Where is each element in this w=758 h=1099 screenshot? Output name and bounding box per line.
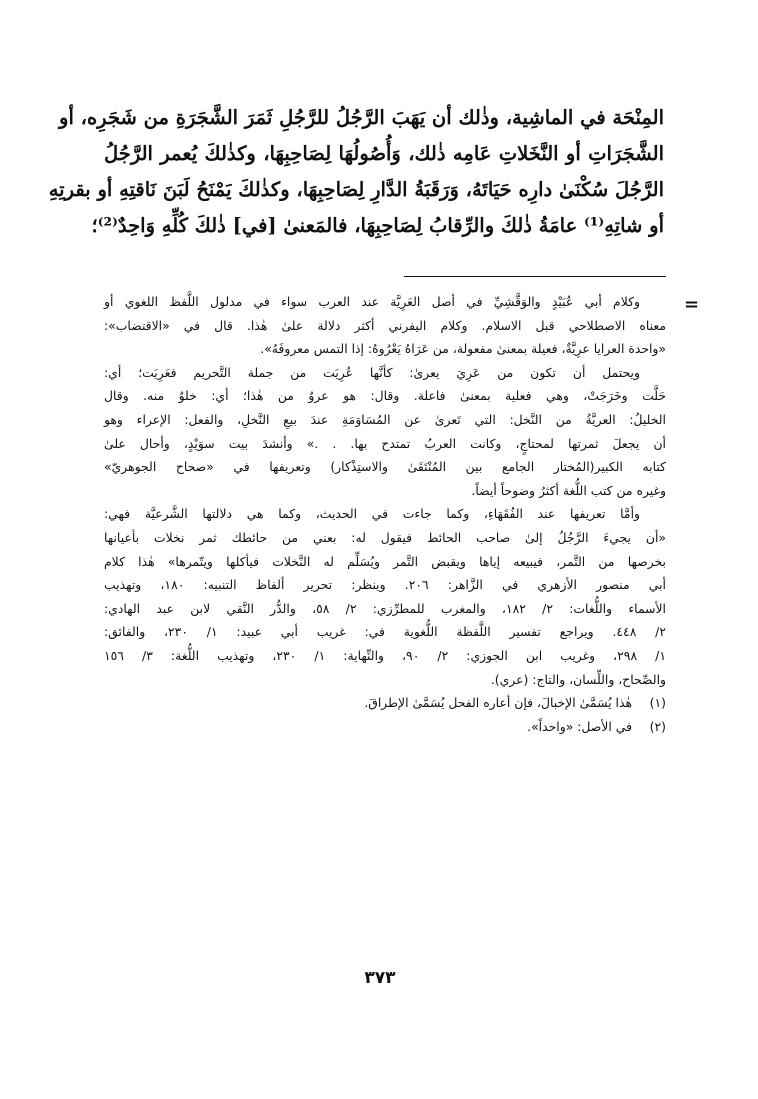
note-line: وغيره من كتب اللُّغة أكثرُ وضوحاً أيضاً.: [471, 482, 666, 498]
main-text-line: الرَّجُلَ سُكْنَىٰ دارِه حَيَاتَهُ، وَرَقَبَةُ الدَّارِ لِصَاحِبِهَا، وكذٰلكَ يَمْنَحُ لَبَنَ نَاقتِهِ أو بقرتِهِ: [48, 178, 664, 201]
note-line: «واحدة العرايا عرِيَّةٌ، فعيلة بمعنىٰ مفعولة، من عَرَاهُ يَعْرُوهُ: إذا التمس معروفَهُ».: [260, 341, 666, 357]
footnotes-block: [104, 290, 666, 738]
note-line: كتابه الكبير(المُختار الجامع بين المُنْتَقَىٰ والاستِذْكار) وتعريفها في «صحاح الجوهريّ»: [104, 459, 666, 475]
main-text-block: [48, 100, 664, 244]
main-text-line: أو شاتِهِ⁽¹⁾ عامَةُ ذٰلكَ والرِّقابُ لِصَاحِبِهَا، فالمَعنىٰ [في] ذٰلكَ كُلِّهِ وَاحِدٌ⁽²⁾؛: [91, 214, 664, 237]
note-line: ٢/ ٤٤٨. ويراجع تفسير اللَّفظة اللُّغوية في: غريب أبي عبيد: ١/ ٢٣٠، والفائق:: [104, 624, 666, 640]
main-text-line: المِنْحَة في الماشِية، وذٰلك أن يَهَبَ الرَّجُلُ للرَّجُلِ ثَمَرَ الشَّجَرَةِ من شَجَرِه، أو: [59, 106, 664, 129]
note-line: معناه الاصطلاحي قبل الاسلام. وكلام اليفرني أكثر دلالة علىٰ هٰذا. قال في «الاقتضاب»:: [104, 317, 666, 333]
note-line: ١/ ٢٩٨، وغريب ابن الجوزي: ٢/ ٩٠، والنِّهاية: ١/ ٢٣٠، وتهذيب اللُّغة: ٣/ ١٥٦: [104, 647, 667, 663]
footnote-divider: [404, 276, 666, 277]
note-line: والصِّحاح، واللِّسان، والتاج: (عري).: [490, 671, 666, 687]
note-line: أبي منصور الأزهري في الزَّاهر: ٢٠٦. وينظر: تحرير ألفاظ التنبيه: ١٨٠، وتهذيب: [104, 577, 666, 593]
note-line: ويحتمل أن تكون من عَرِيَ يعرىٰ: كأنَّها عُرِيَت من جملة التَّحريم فعَرِيَت؛ أي:: [104, 364, 640, 380]
note-line: حَلَّت وخَرَجَتْ، وهي فعلية بمعنىٰ فاعلة. وقال: هو عروٌ من هٰذا؛ أي: خلوٌ منه. وقال: [104, 388, 666, 404]
footnote-text: هٰذا يُسَمَّىٰ الإخبالَ، فإن أعاره الفحل يُسَمَّىٰ الإطراقَ.: [364, 695, 632, 711]
note-line: بخرصها من التَّمر، فيبيعه إياها ويقبض التَّمر ويُسَلِّم له النَّخلات فيأكلها ويتّمرها» هٰذا كلام: [104, 553, 666, 569]
main-text-line: الشَّجَرَاتِ أو النَّخَلاتِ عَامِه ذٰلك، وَأُصُولُهَا لِصَاحِبِهَا، وكذٰلكَ يُعمر الرَّجُلُ: [104, 142, 664, 165]
continuation-mark: =: [684, 294, 700, 315]
footnote-number: (٢): [649, 718, 666, 734]
note-line: «أن يجيءَ الرَّجُلُ إلىٰ صاحب الحائط فيقول له: بعني من حائطك ثمر نخلات بأعيانها: [104, 529, 666, 545]
note-line: أن يجعلَ ثمرتها لمحتاجٍ، وكانت العربُ تمتدح بها. . .» وأنشدَ بيت سوَيْدٍ، وأحال علىٰ: [104, 435, 666, 451]
footnote-2: [104, 715, 666, 739]
footnote-number: (١): [649, 695, 666, 711]
note-line: وكلام أبي عُبَيْدٍ والوَقَّشِيِّ في أصل العَرِيَّة عند العرب سواء في مدلول اللَّفظ اللغوي أو: [104, 294, 640, 309]
footnote-1: [104, 691, 666, 715]
footnote-text: في الأصل: «واحداً».: [527, 718, 632, 734]
note-line: الخليلُ: العريَّةُ من النَّخل: التي تَعرىٰ عن المُسَاوَمَةِ عندَ بيعِ النَّخلِ، والفعل: الإعراء وهو: [104, 411, 666, 427]
page-number: ٣٧٣: [364, 968, 396, 988]
note-line: الأسماء واللُّغات: ٢/ ١٨٢، والمغرب للمطرِّزي: ٢/ ٥٨، والدُّر النَّقي لابن عبد الهادي:: [104, 600, 667, 616]
note-line: وأمَّا تعريفها عند الفُقَهَاءِ، وكما جاءت في الحديث، وكما هي دلالتها الشَّرعيَّة فهي:: [104, 506, 640, 522]
